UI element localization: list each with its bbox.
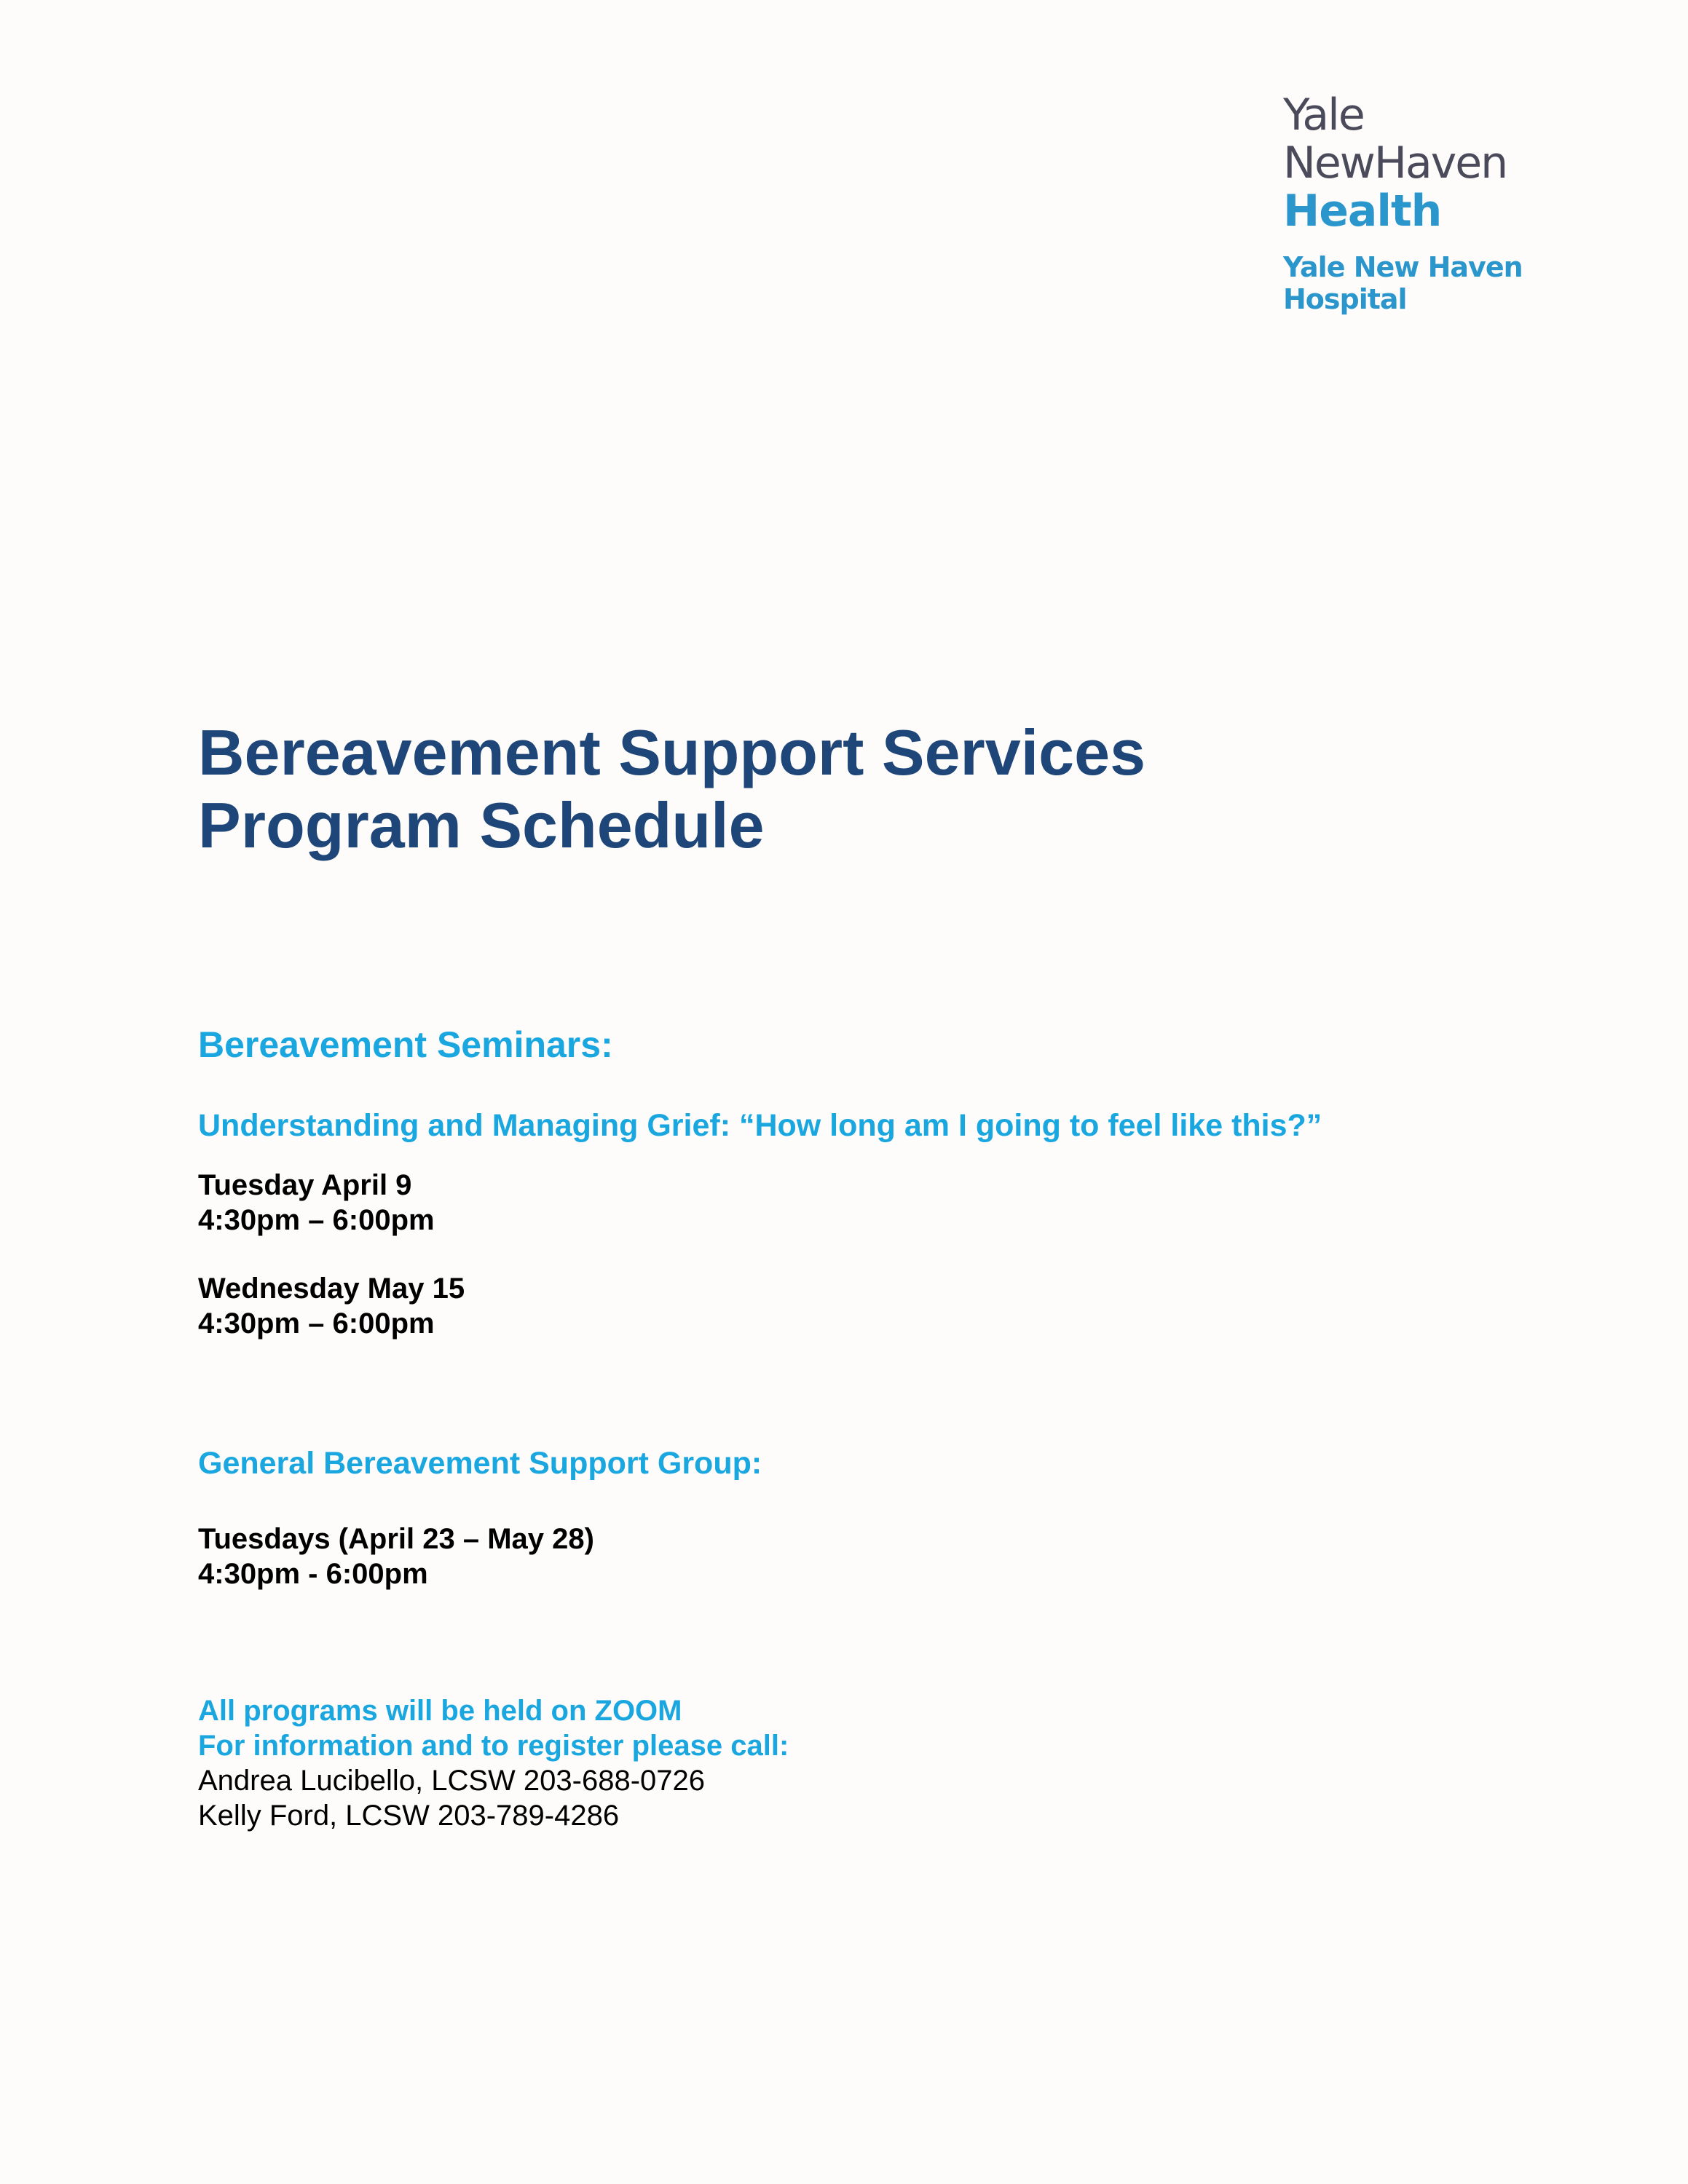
support-group-day: Tuesdays (April 23 – May 28) bbox=[198, 1523, 594, 1555]
yale-new-haven-health-logo bbox=[1283, 90, 1523, 315]
title-line-2: Program Schedule bbox=[198, 789, 765, 861]
contact-andrea-lucibello: Andrea Lucibello, LCSW 203-688-0726 bbox=[198, 1765, 705, 1797]
support-group-schedule bbox=[198, 1522, 594, 1591]
logo-text-health: Health bbox=[1283, 186, 1442, 237]
support-group-time: 4:30pm - 6:00pm bbox=[198, 1558, 428, 1590]
session-day: Tuesday April 9 bbox=[198, 1169, 412, 1201]
page-title bbox=[198, 716, 1145, 862]
session-time: 4:30pm – 6:00pm bbox=[198, 1204, 435, 1236]
logo-subtitle-hospital: Hospital bbox=[1283, 283, 1407, 315]
title-line-1: Bereavement Support Services bbox=[198, 716, 1146, 788]
session-time: 4:30pm – 6:00pm bbox=[198, 1307, 435, 1340]
logo-text-newhaven: NewHaven bbox=[1283, 138, 1507, 189]
contact-kelly-ford: Kelly Ford, LCSW 203-789-4286 bbox=[198, 1800, 620, 1832]
logo-text-yale: Yale bbox=[1283, 90, 1364, 141]
seminar-session bbox=[198, 1168, 435, 1238]
seminar-session bbox=[198, 1271, 465, 1341]
session-day: Wednesday May 15 bbox=[198, 1273, 465, 1305]
seminars-heading: Bereavement Seminars: bbox=[198, 1024, 613, 1065]
support-group-heading: General Bereavement Support Group: bbox=[198, 1446, 762, 1481]
contact-info bbox=[198, 1693, 789, 1833]
zoom-notice: All programs will be held on ZOOM bbox=[198, 1695, 682, 1727]
logo-subtitle-hospital-name: Yale New Haven bbox=[1283, 251, 1523, 283]
seminar-topic: Understanding and Managing Grief: “How long am I going to feel like this?” bbox=[198, 1108, 1322, 1143]
register-notice: For information and to register please call: bbox=[198, 1730, 789, 1762]
